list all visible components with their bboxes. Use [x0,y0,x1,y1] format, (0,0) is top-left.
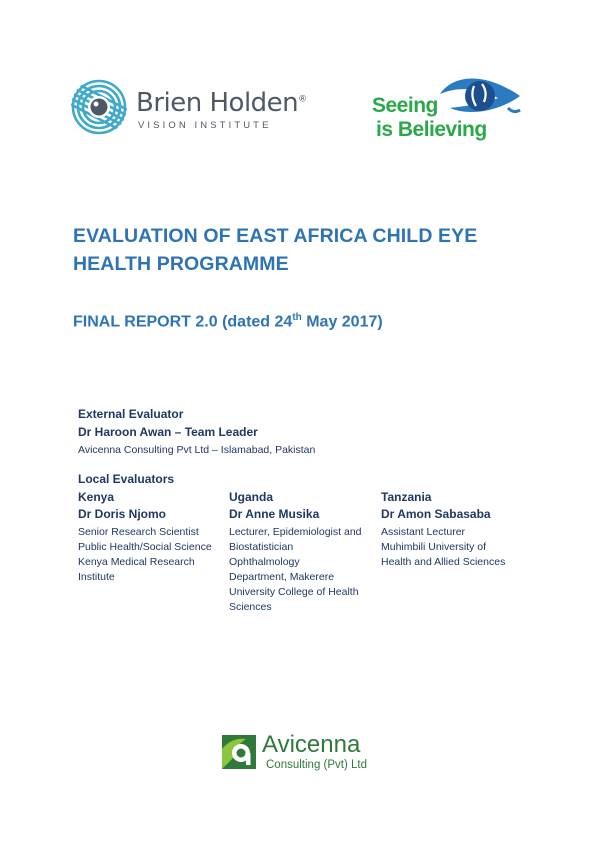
seeing-is-believing-logo [372,72,532,147]
report-title: EVALUATION OF EAST AFRICA CHILD EYE HEALTH PROGRAMME [73,225,478,275]
avicenna-name: Avicenna [262,731,361,758]
detail-line: Institute [78,571,115,583]
sib-line-1: Seeing [372,94,438,117]
evaluator-name: Dr Doris Njomo [78,507,167,521]
evaluator-details [381,525,531,570]
avicenna-square-logo-icon [222,735,256,769]
detail-line: Sciences [229,601,272,613]
local-evaluators-heading: Local Evaluators [78,472,175,486]
evaluator-kenya [78,489,223,585]
evaluator-name: Dr Amon Sabasaba [381,507,491,521]
evaluator-details [78,525,223,585]
detail-line: Health and Allied Sciences [381,556,506,568]
detail-line: Muhimbili University of [381,541,487,553]
detail-line: Assistant Lecturer [381,526,466,538]
evaluator-uganda [229,489,379,615]
detail-line: Biostatistician [229,541,294,553]
country-label: Tanzania [381,490,432,504]
country-label: Uganda [229,490,274,504]
detail-line: Public Health/Social Science [78,541,212,553]
concentric-eye-logo-icon [70,78,128,136]
detail-line: Lecturer, Epidemiologist and [229,526,362,538]
detail-line: University College of Health [229,586,359,598]
blue-eye-logo-icon [438,72,522,122]
brien-holden-logo [70,78,307,138]
brien-holden-name: Brien Holden® [136,88,307,118]
brien-holden-subtitle: VISION INSTITUTE [138,120,272,131]
avicenna-logo [222,733,392,778]
evaluator-tanzania [381,489,531,570]
avicenna-subtitle: Consulting (Pvt) Ltd [266,759,367,771]
detail-line: Department, Makerere [229,571,335,583]
detail-line: Ophthalmology [229,556,300,568]
evaluator-details [229,525,379,615]
sib-line-2: is Believing [376,118,487,141]
detail-line: Senior Research Scientist [78,526,199,538]
external-evaluator-heading: External Evaluator [78,407,184,421]
external-evaluator-org: Avicenna Consulting Pvt Ltd – Islamabad, Pakistan [78,444,316,456]
evaluator-name: Dr Anne Musika [229,507,320,521]
country-label: Kenya [78,490,115,504]
report-subtitle: FINAL REPORT 2.0 (dated 24th May 2017) [73,312,383,331]
external-evaluator-name: Dr Haroon Awan – Team Leader [78,425,258,439]
detail-line: Kenya Medical Research [78,556,195,568]
